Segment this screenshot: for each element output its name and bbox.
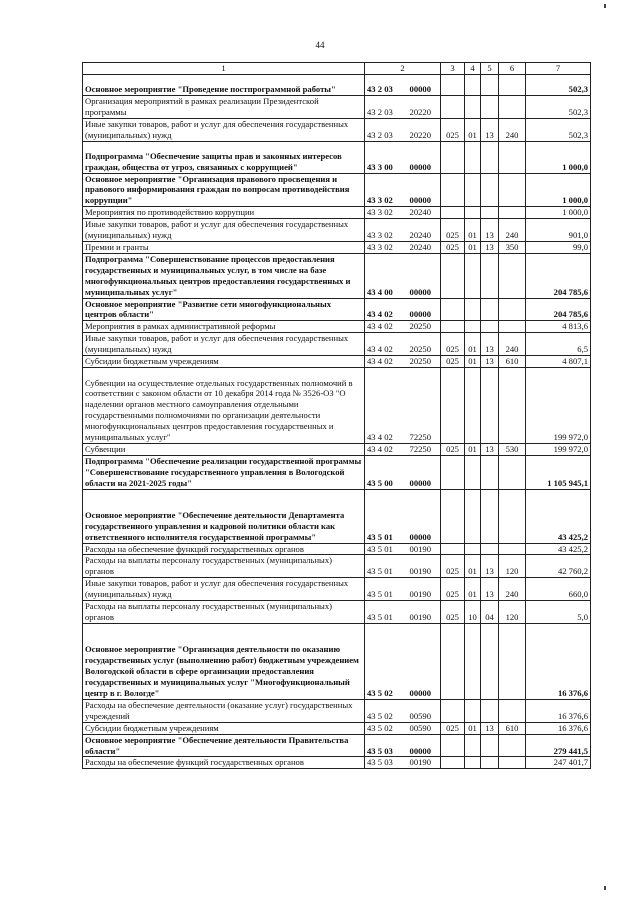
row-col-6 [499,734,526,757]
row-col-5 [481,489,499,543]
row-amount: 1 105 945,1 [526,455,591,489]
row-direction-code: 00000 [401,141,441,173]
row-col-3 [441,489,465,543]
row-name: Субсидии бюджетным учреждениям [83,356,365,368]
row-target-code: 43 3 02 [365,173,401,207]
row-amount: 199 972,0 [526,367,591,443]
row-direction-code: 00000 [401,253,441,298]
row-col-5 [481,95,499,118]
table-row [83,734,591,757]
header-col-2: 2 [365,63,441,75]
row-col-6: 530 [499,443,526,455]
row-name: Расходы на обеспечение деятельности (оказание услуг) государственных учреждений [83,699,365,722]
row-col-6: 610 [499,722,526,734]
table-row [83,321,591,333]
row-direction-code: 20250 [401,321,441,333]
row-col-5 [481,298,499,321]
row-direction-code: 00000 [401,623,441,699]
row-amount: 1 000,0 [526,207,591,219]
table-row [83,173,591,207]
row-col-5 [481,757,499,769]
row-col-3 [441,734,465,757]
row-col-4 [465,455,481,489]
row-col-6 [499,367,526,443]
row-amount: 502,3 [526,118,591,141]
row-col-5: 13 [481,118,499,141]
row-target-code: 43 5 02 [365,699,401,722]
budget-table [82,62,591,769]
row-col-4: 10 [465,601,481,624]
row-target-code: 43 4 02 [365,367,401,443]
scan-mark [604,886,606,890]
row-col-6 [499,141,526,173]
header-col-1: 1 [83,63,365,75]
row-col-5: 13 [481,356,499,368]
row-col-5: 13 [481,555,499,578]
row-name: Мероприятия по противодействию коррупции [83,207,365,219]
row-col-3: 025 [441,578,465,601]
row-col-4 [465,141,481,173]
row-col-6: 240 [499,219,526,242]
row-name: Субсидии бюджетным учреждениям [83,722,365,734]
header-col-4: 4 [465,63,481,75]
row-col-6 [499,298,526,321]
row-amount: 6,5 [526,333,591,356]
table-row [83,95,591,118]
row-target-code: 43 5 03 [365,734,401,757]
row-direction-code: 72250 [401,443,441,455]
row-col-5: 13 [481,219,499,242]
row-col-4 [465,734,481,757]
table-row [83,219,591,242]
row-col-4: 01 [465,555,481,578]
row-amount: 502,3 [526,95,591,118]
row-col-5: 04 [481,601,499,624]
row-col-6: 120 [499,601,526,624]
row-col-3 [441,141,465,173]
row-col-6 [499,173,526,207]
row-col-3 [441,173,465,207]
row-col-4 [465,253,481,298]
row-col-6 [499,74,526,95]
row-direction-code: 00190 [401,578,441,601]
row-amount: 1 000,0 [526,173,591,207]
row-col-5 [481,623,499,699]
table-row [83,367,591,443]
row-amount: 204 785,6 [526,253,591,298]
row-col-4: 01 [465,118,481,141]
row-name: Основное мероприятие "Проведение постпрограммной работы" [83,74,365,95]
row-amount: 502,3 [526,74,591,95]
page-number: 44 [315,40,325,50]
table-row [83,455,591,489]
row-target-code: 43 2 03 [365,95,401,118]
row-direction-code: 20240 [401,219,441,242]
table-row [83,241,591,253]
row-col-3 [441,207,465,219]
row-amount: 660,0 [526,578,591,601]
row-col-5: 13 [481,443,499,455]
row-col-3: 025 [441,601,465,624]
row-col-5 [481,141,499,173]
row-col-6 [499,699,526,722]
table-header-row [83,63,591,75]
row-amount: 204 785,6 [526,298,591,321]
row-col-3 [441,74,465,95]
row-col-3: 025 [441,118,465,141]
table-row [83,443,591,455]
row-direction-code: 00000 [401,74,441,95]
row-col-3: 025 [441,333,465,356]
table-row [83,623,591,699]
row-amount: 5,0 [526,601,591,624]
row-name: Подпрограмма "Совершенствование процессов предоставления государственных и муниципальных услуг, в том числе на базе многофункциональных центров предоставления государственных и муниципальных услуг" [83,253,365,298]
row-col-3 [441,543,465,555]
row-col-4 [465,543,481,555]
row-name: Мероприятия в рамках административной реформы [83,321,365,333]
row-name: Субвенции на осуществление отдельных государственных полномочий в соответствии с законом области от 10 декабря 2014 года № 3526-ОЗ "О наделении органов местного самоуправления отдельными государственными полномочиями по организации деятельности многофункциональных центров предоставления государственных и муниципальных услуг" [83,367,365,443]
row-col-3: 025 [441,443,465,455]
table-row [83,253,591,298]
row-col-4: 01 [465,241,481,253]
row-col-4: 01 [465,722,481,734]
row-col-4: 01 [465,443,481,455]
row-direction-code: 72250 [401,367,441,443]
row-col-5 [481,253,499,298]
row-col-3 [441,298,465,321]
header-col-7: 7 [526,63,591,75]
row-col-4 [465,207,481,219]
row-target-code: 43 5 02 [365,623,401,699]
row-target-code: 43 5 00 [365,455,401,489]
row-target-code: 43 3 02 [365,241,401,253]
row-direction-code: 20240 [401,207,441,219]
row-target-code: 43 5 03 [365,757,401,769]
row-target-code: 43 5 01 [365,555,401,578]
row-col-6: 240 [499,118,526,141]
row-name: Субвенции [83,443,365,455]
row-direction-code: 00590 [401,722,441,734]
row-col-4 [465,367,481,443]
row-col-6: 240 [499,333,526,356]
row-col-5 [481,699,499,722]
row-target-code: 43 2 03 [365,118,401,141]
table-row [83,555,591,578]
table-row [83,74,591,95]
row-col-4 [465,298,481,321]
row-amount: 279 441,5 [526,734,591,757]
row-col-4: 01 [465,578,481,601]
row-name: Основное мероприятие "Обеспечение деятельности Департамента государственного управления и кадровой политики области как ответственного исполнителя государственной программы" [83,489,365,543]
row-direction-code: 00190 [401,601,441,624]
row-direction-code: 00190 [401,543,441,555]
row-amount: 16 376,6 [526,623,591,699]
row-amount: 4 813,6 [526,321,591,333]
row-name: Подпрограмма "Обеспечение защиты прав и законных интересов граждан, общества от угроз, связанных с коррупцией" [83,141,365,173]
row-col-5 [481,173,499,207]
row-amount: 4 807,1 [526,356,591,368]
row-direction-code: 00590 [401,699,441,722]
row-col-3 [441,95,465,118]
row-col-5: 13 [481,578,499,601]
row-name: Основное мероприятие "Развитие сети многофункциональных центров области" [83,298,365,321]
row-col-4: 01 [465,219,481,242]
row-col-3: 025 [441,555,465,578]
row-name: Расходы на обеспечение функций государственных органов [83,757,365,769]
row-name: Премии и гранты [83,241,365,253]
row-target-code: 43 5 01 [365,543,401,555]
row-col-6 [499,623,526,699]
row-name: Основное мероприятие "Организация деятельности по оказанию государственных услуг (выполнению работ) бюджетным учреждением Вологодской области в сфере организации предоставления государственных и муниципальных услуг "Многофункциональный центр в г. Вологде" [83,623,365,699]
row-col-6: 240 [499,578,526,601]
row-col-6 [499,95,526,118]
row-amount: 42 760,2 [526,555,591,578]
row-col-4: 01 [465,356,481,368]
row-name: Основное мероприятие "Обеспечение деятельности Правительства области" [83,734,365,757]
row-col-6 [499,543,526,555]
row-direction-code: 20250 [401,333,441,356]
row-target-code: 43 4 02 [365,298,401,321]
row-col-5 [481,207,499,219]
row-col-3: 025 [441,722,465,734]
row-col-6 [499,321,526,333]
table-row [83,757,591,769]
row-col-3 [441,757,465,769]
row-col-6 [499,455,526,489]
row-direction-code: 00000 [401,489,441,543]
header-col-6: 6 [499,63,526,75]
row-name: Иные закупки товаров, работ и услуг для обеспечения государственных (муниципальных) нужд [83,578,365,601]
row-direction-code: 20250 [401,356,441,368]
row-col-5 [481,321,499,333]
row-amount: 901,0 [526,219,591,242]
row-name: Основное мероприятие "Организация правового просвещения и правового информирования граждан по вопросам противодействия коррупции" [83,173,365,207]
row-col-4 [465,95,481,118]
row-col-6: 350 [499,241,526,253]
row-direction-code: 00000 [401,734,441,757]
row-col-6: 120 [499,555,526,578]
table-row [83,207,591,219]
row-col-4 [465,173,481,207]
row-direction-code: 00000 [401,455,441,489]
row-name: Иные закупки товаров, работ и услуг для обеспечения государственных (муниципальных) нужд [83,333,365,356]
row-amount: 1 000,0 [526,141,591,173]
row-target-code: 43 5 01 [365,489,401,543]
row-col-4 [465,757,481,769]
row-direction-code: 20220 [401,118,441,141]
row-col-6 [499,253,526,298]
row-direction-code: 00000 [401,173,441,207]
row-name: Подпрограмма "Обеспечение реализации государственной программы "Совершенствование государственного управления в Вологодской области на 2021-2025 годы" [83,455,365,489]
row-col-4 [465,321,481,333]
row-direction-code: 20240 [401,241,441,253]
row-target-code: 43 4 02 [365,321,401,333]
row-col-4: 01 [465,333,481,356]
row-amount: 99,0 [526,241,591,253]
header-col-3: 3 [441,63,465,75]
row-amount: 16 376,6 [526,699,591,722]
row-col-5 [481,543,499,555]
row-col-3: 025 [441,219,465,242]
row-target-code: 43 4 02 [365,443,401,455]
header-col-5: 5 [481,63,499,75]
row-direction-code: 20220 [401,95,441,118]
row-name: Организация мероприятий в рамках реализации Президентской программы [83,95,365,118]
row-amount: 43 425,2 [526,489,591,543]
row-col-6 [499,489,526,543]
row-name: Иные закупки товаров, работ и услуг для обеспечения государственных (муниципальных) нужд [83,118,365,141]
row-amount: 247 401,7 [526,757,591,769]
row-col-4 [465,623,481,699]
table-row [83,298,591,321]
row-col-3 [441,253,465,298]
row-name: Расходы на выплаты персоналу государственных (муниципальных) органов [83,555,365,578]
row-col-4 [465,74,481,95]
row-col-5 [481,74,499,95]
table-row [83,699,591,722]
row-col-6 [499,757,526,769]
row-target-code: 43 4 00 [365,253,401,298]
table-row [83,543,591,555]
scan-mark [604,4,606,8]
table-row [83,601,591,624]
table-row [83,118,591,141]
row-col-6 [499,207,526,219]
row-target-code: 43 5 01 [365,601,401,624]
row-col-3: 025 [441,241,465,253]
row-name: Расходы на обеспечение функций государственных органов [83,543,365,555]
row-direction-code: 00190 [401,757,441,769]
row-name: Расходы на выплаты персоналу государственных (муниципальных) органов [83,601,365,624]
row-target-code: 43 3 00 [365,141,401,173]
row-amount: 16 376,6 [526,722,591,734]
table-row [83,489,591,543]
row-name: Иные закупки товаров, работ и услуг для обеспечения государственных (муниципальных) нужд [83,219,365,242]
table-row [83,722,591,734]
row-target-code: 43 4 02 [365,356,401,368]
row-col-5 [481,455,499,489]
row-col-4 [465,489,481,543]
table-row [83,141,591,173]
row-target-code: 43 2 03 [365,74,401,95]
table-row [83,578,591,601]
row-direction-code: 00000 [401,298,441,321]
row-amount: 199 972,0 [526,443,591,455]
row-target-code: 43 5 02 [365,722,401,734]
row-target-code: 43 5 01 [365,578,401,601]
row-col-5 [481,367,499,443]
table-row [83,333,591,356]
row-direction-code: 00190 [401,555,441,578]
row-col-3 [441,367,465,443]
row-col-3 [441,623,465,699]
row-target-code: 43 3 02 [365,219,401,242]
row-amount: 43 425,2 [526,543,591,555]
row-col-5: 13 [481,722,499,734]
row-col-5: 13 [481,241,499,253]
row-col-5 [481,734,499,757]
row-col-3: 025 [441,356,465,368]
row-target-code: 43 4 02 [365,333,401,356]
row-col-3 [441,321,465,333]
row-col-3 [441,699,465,722]
row-col-4 [465,699,481,722]
row-col-6: 610 [499,356,526,368]
row-col-3 [441,455,465,489]
table-row [83,356,591,368]
row-col-5: 13 [481,333,499,356]
row-target-code: 43 3 02 [365,207,401,219]
